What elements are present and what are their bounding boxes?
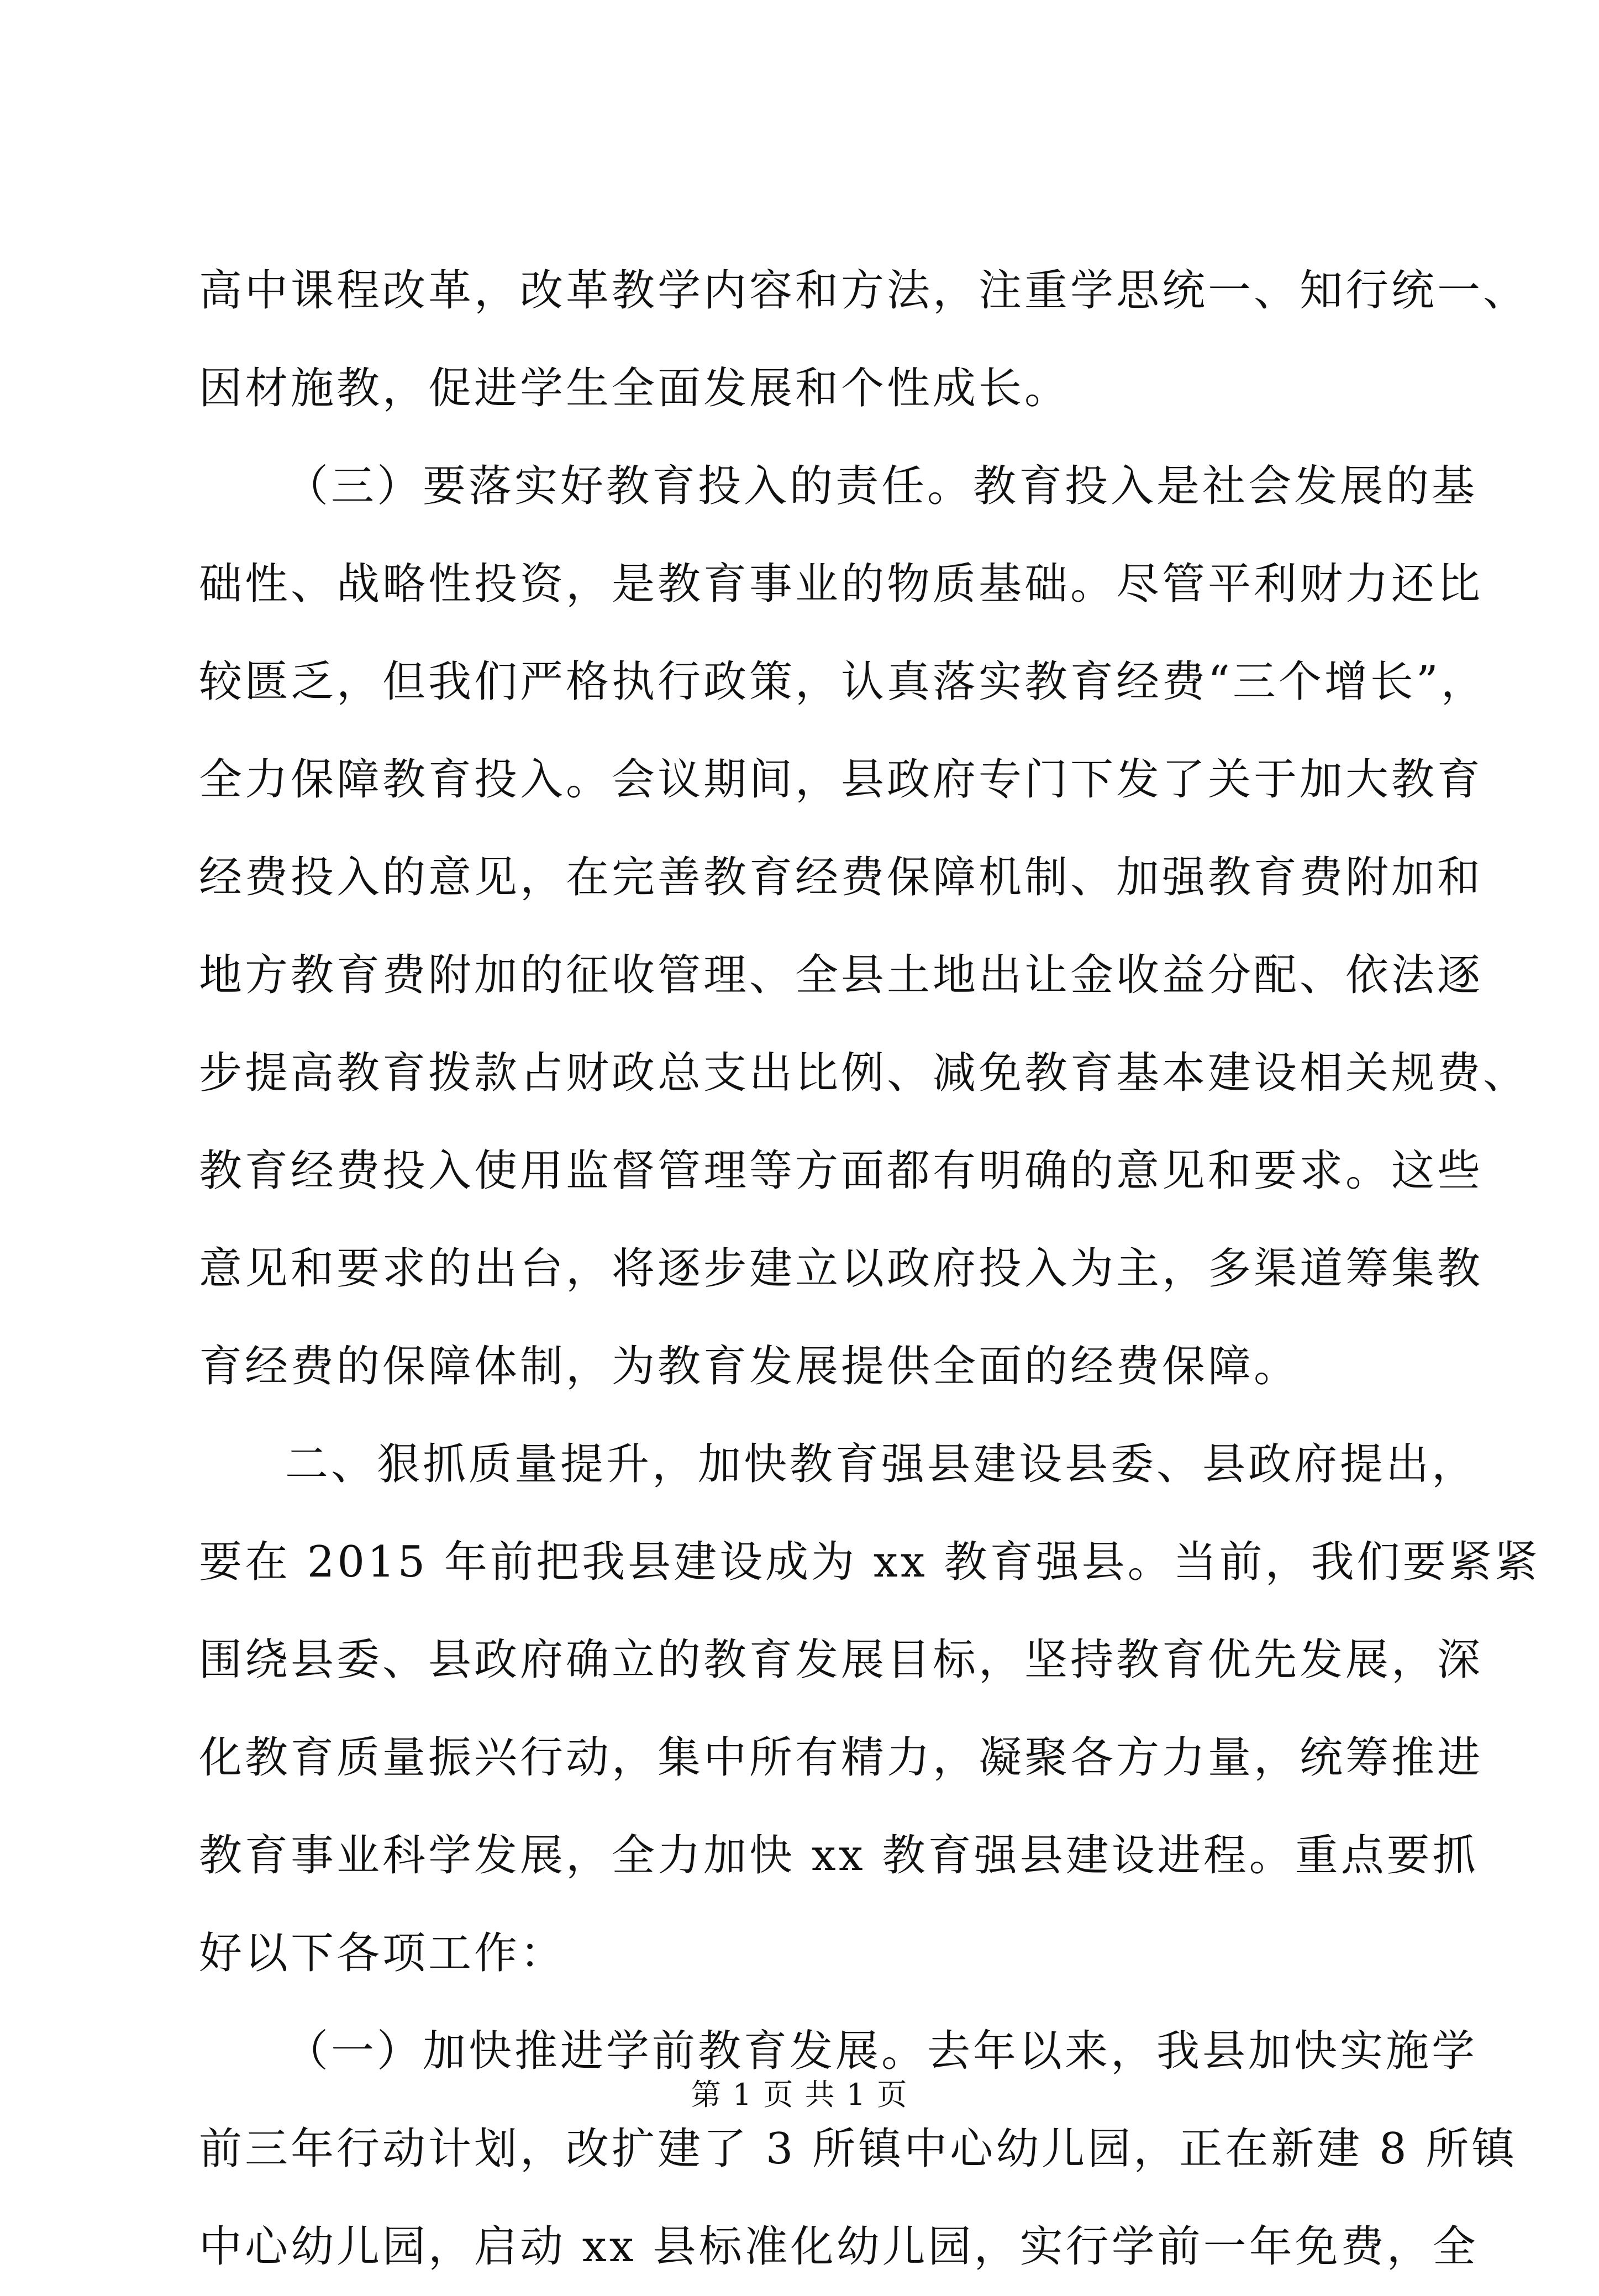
text-line: 要在 2015 年前把我县建设成为 xx 教育强县。当前，我们要紧紧 (199, 1537, 1540, 1587)
text-line: 经费投入的意见，在完善教育经费保障机制、加强教育费附加和 (199, 853, 1484, 902)
text-line: 好以下各项工作： (199, 1929, 566, 1978)
text-line: 高中课程改革，改革教学内容和方法，注重学思统一、知行统一、 (199, 266, 1529, 316)
text-line: 育经费的保障体制，为教育发展提供全面的经费保障。 (199, 1342, 1300, 1391)
text-line: 二、狠抓质量提升，加快教育强县建设县委、县政府提出， (285, 1439, 1478, 1489)
text-line: 教育经费投入使用监督管理等方面都有明确的意见和要求。这些 (199, 1146, 1484, 1196)
text-line: 较匮乏，但我们严格执行政策，认真落实教育经费“三个增长”， (199, 657, 1487, 707)
text-line: 地方教育费附加的征收管理、全县土地出让金收益分配、依法逐 (199, 950, 1484, 1000)
text-line: 中心幼儿园，启动 xx 县标准化幼儿园，实行学前一年免费，全 (199, 2222, 1479, 2272)
text-line: 因材施教，促进学生全面发展和个性成长。 (199, 364, 1071, 413)
text-line: （三）要落实好教育投入的责任。教育投入是社会发展的基 (285, 461, 1478, 511)
text-line: 教育事业科学发展，全力加快 xx 教育强县建设进程。重点要抓 (199, 1831, 1479, 1880)
page-footer: 第 1 页 共 1 页 (691, 2077, 908, 2112)
text-line: 础性、战略性投资，是教育事业的物质基础。尽管平利财力还比 (199, 559, 1484, 609)
text-line: 全力保障教育投入。会议期间，县政府专门下发了关于加大教育 (199, 755, 1484, 805)
text-line: （一）加快推进学前教育发展。去年以来，我县加快实施学 (285, 2026, 1478, 2076)
text-line: 化教育质量振兴行动，集中所有精力，凝聚各方力量，统筹推进 (199, 1733, 1484, 1783)
document-body (199, 242, 1540, 2296)
text-line: 前三年行动计划，改扩建了 3 所镇中心幼儿园，正在新建 8 所镇 (199, 2124, 1518, 2174)
text-line: 步提高教育拨款占财政总支出比例、减免教育基本建设相关规费、 (199, 1048, 1529, 1098)
text-line: 意见和要求的出台，将逐步建立以政府投入为主，多渠道筹集教 (199, 1244, 1484, 1294)
text-line: 围绕县委、县政府确立的教育发展目标，坚持教育优先发展，深 (199, 1635, 1484, 1685)
